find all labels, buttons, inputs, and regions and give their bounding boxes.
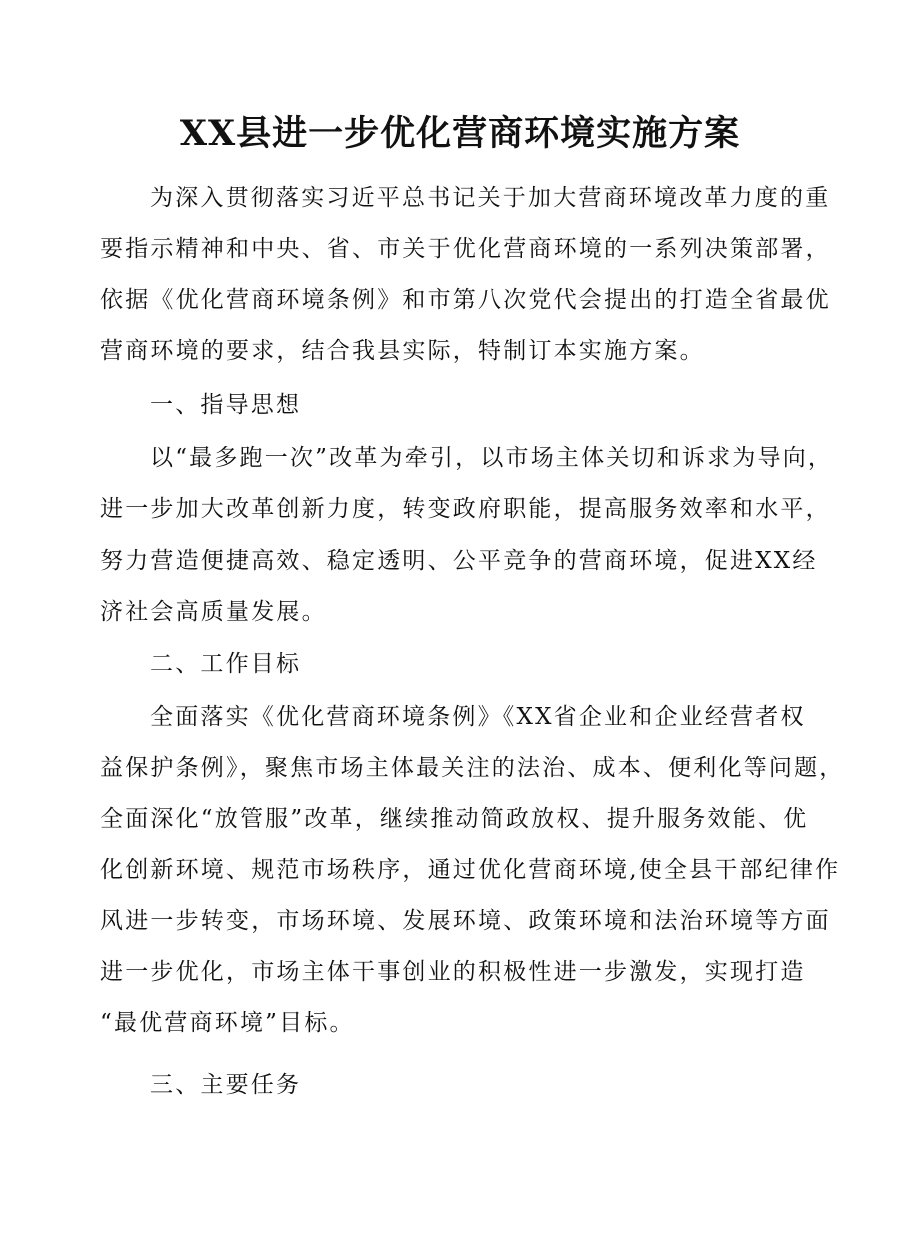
- document-title: XX县进一步优化营商环境实施方案: [179, 113, 741, 154]
- section-heading-1: 一、指导思想: [150, 392, 302, 418]
- section1-line: 以“最多跑一次”改革为牵引，以市场主体关切和诉求为导向，: [150, 445, 834, 471]
- section2-line: 全面落实《优化营商环境条例》《XX省企业和企业经营者权: [150, 704, 806, 730]
- intro-line: 要指示精神和中央、省、市关于优化营商环境的一系列决策部署，: [100, 236, 831, 262]
- section1-line: 进一步加大改革创新力度，转变政府职能，提高服务效率和水平，: [100, 496, 831, 522]
- intro-line: 为深入贯彻落实习近平总书记关于加大营商环境改革力度的重: [150, 185, 831, 211]
- section-heading-3: 三、主要任务: [150, 1072, 302, 1098]
- section2-line: 全面深化“放管服”改革，继续推动简政放权、提升服务效能、优: [100, 806, 809, 832]
- section2-line: 化创新环境、规范市场秩序，通过优化营商环境,使全县干部纪律作: [100, 857, 841, 883]
- section2-line: 益保护条例》，聚焦市场主体最关注的法治、成本、便利化等问题，: [100, 755, 845, 781]
- section1-line: 济社会高质量发展。: [100, 599, 327, 625]
- section2-line: “最优营商环境”目标。: [100, 1010, 355, 1036]
- section2-line: 进一步优化，市场主体干事创业的积极性进一步激发，实现打造: [100, 959, 806, 985]
- section1-line: 努力营造便捷高效、稳定透明、公平竞争的营商环境，促进XX经: [100, 548, 818, 574]
- intro-line: 依据《优化营商环境条例》和市第八次党代会提出的打造全省最优: [100, 287, 831, 313]
- intro-line: 营商环境的要求，结合我县实际，特制订本实施方案。: [100, 338, 705, 364]
- section-heading-2: 二、工作目标: [150, 651, 302, 677]
- section2-line: 风进一步转变，市场环境、发展环境、政策环境和法治环境等方面: [100, 908, 831, 934]
